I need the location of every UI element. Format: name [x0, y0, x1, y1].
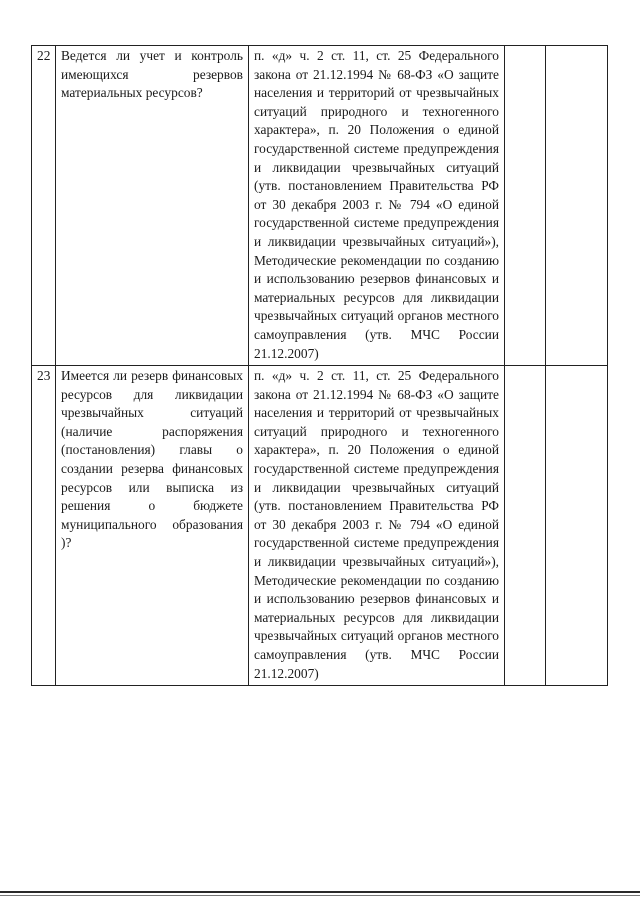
row-number: 23 — [32, 366, 56, 686]
note-cell — [546, 366, 608, 686]
answer-cell — [505, 46, 546, 366]
note-cell — [546, 46, 608, 366]
scan-edge-line-thin — [0, 895, 640, 896]
table-row — [32, 46, 608, 366]
checklist-table — [31, 45, 608, 686]
scan-edge-line — [0, 891, 640, 893]
document-sheet — [31, 45, 607, 686]
legal-basis-cell: п. «д» ч. 2 ст. 11, ст. 25 Федерального закона от 21.12.1994 № 68-ФЗ «О защите населения и территорий от чрезвычайных ситуаций природного и техногенного характера», п. 20 Положения о единой государственной системе предупреждения и ликвидации чрезвычайных ситуаций (утв. постановлением Правительства РФ от 30 декабря 2003 г. № 794 «О единой государственной системе предупреждения и ликвидации чрезвычайных ситуаций»), Методические рекомендации по созданию и использованию резервов финансовых и материальных ресурсов для ликвидации чрезвычайных ситуаций органов местного самоуправления (утв. МЧС России 21.12.2007) — [249, 366, 505, 686]
question-cell: Ведется ли учет и контроль имеющихся резервов материальных ресурсов? — [56, 46, 249, 366]
legal-basis-cell: п. «д» ч. 2 ст. 11, ст. 25 Федерального закона от 21.12.1994 № 68-ФЗ «О защите населения и территорий от чрезвычайных ситуаций природного и техногенного характера», п. 20 Положения о единой государственной системе предупреждения и ликвидации чрезвычайных ситуаций (утв. постановлением Правительства РФ от 30 декабря 2003 г. № 794 «О единой государственной системе предупреждения и ликвидации чрезвычайных ситуаций»), Методические рекомендации по созданию и использованию резервов финансовых и материальных ресурсов для ликвидации чрезвычайных ситуаций органов местного самоуправления (утв. МЧС России 21.12.2007) — [249, 46, 505, 366]
answer-cell — [505, 366, 546, 686]
table-row — [32, 366, 608, 686]
question-cell: Имеется ли резерв финансовых ресурсов для ликвидации чрезвычайных ситуаций (наличие распоряжения (постановления) главы о создании резерва финансовых ресурсов или выписка из решения о бюджете муниципального образования )? — [56, 366, 249, 686]
row-number: 22 — [32, 46, 56, 366]
